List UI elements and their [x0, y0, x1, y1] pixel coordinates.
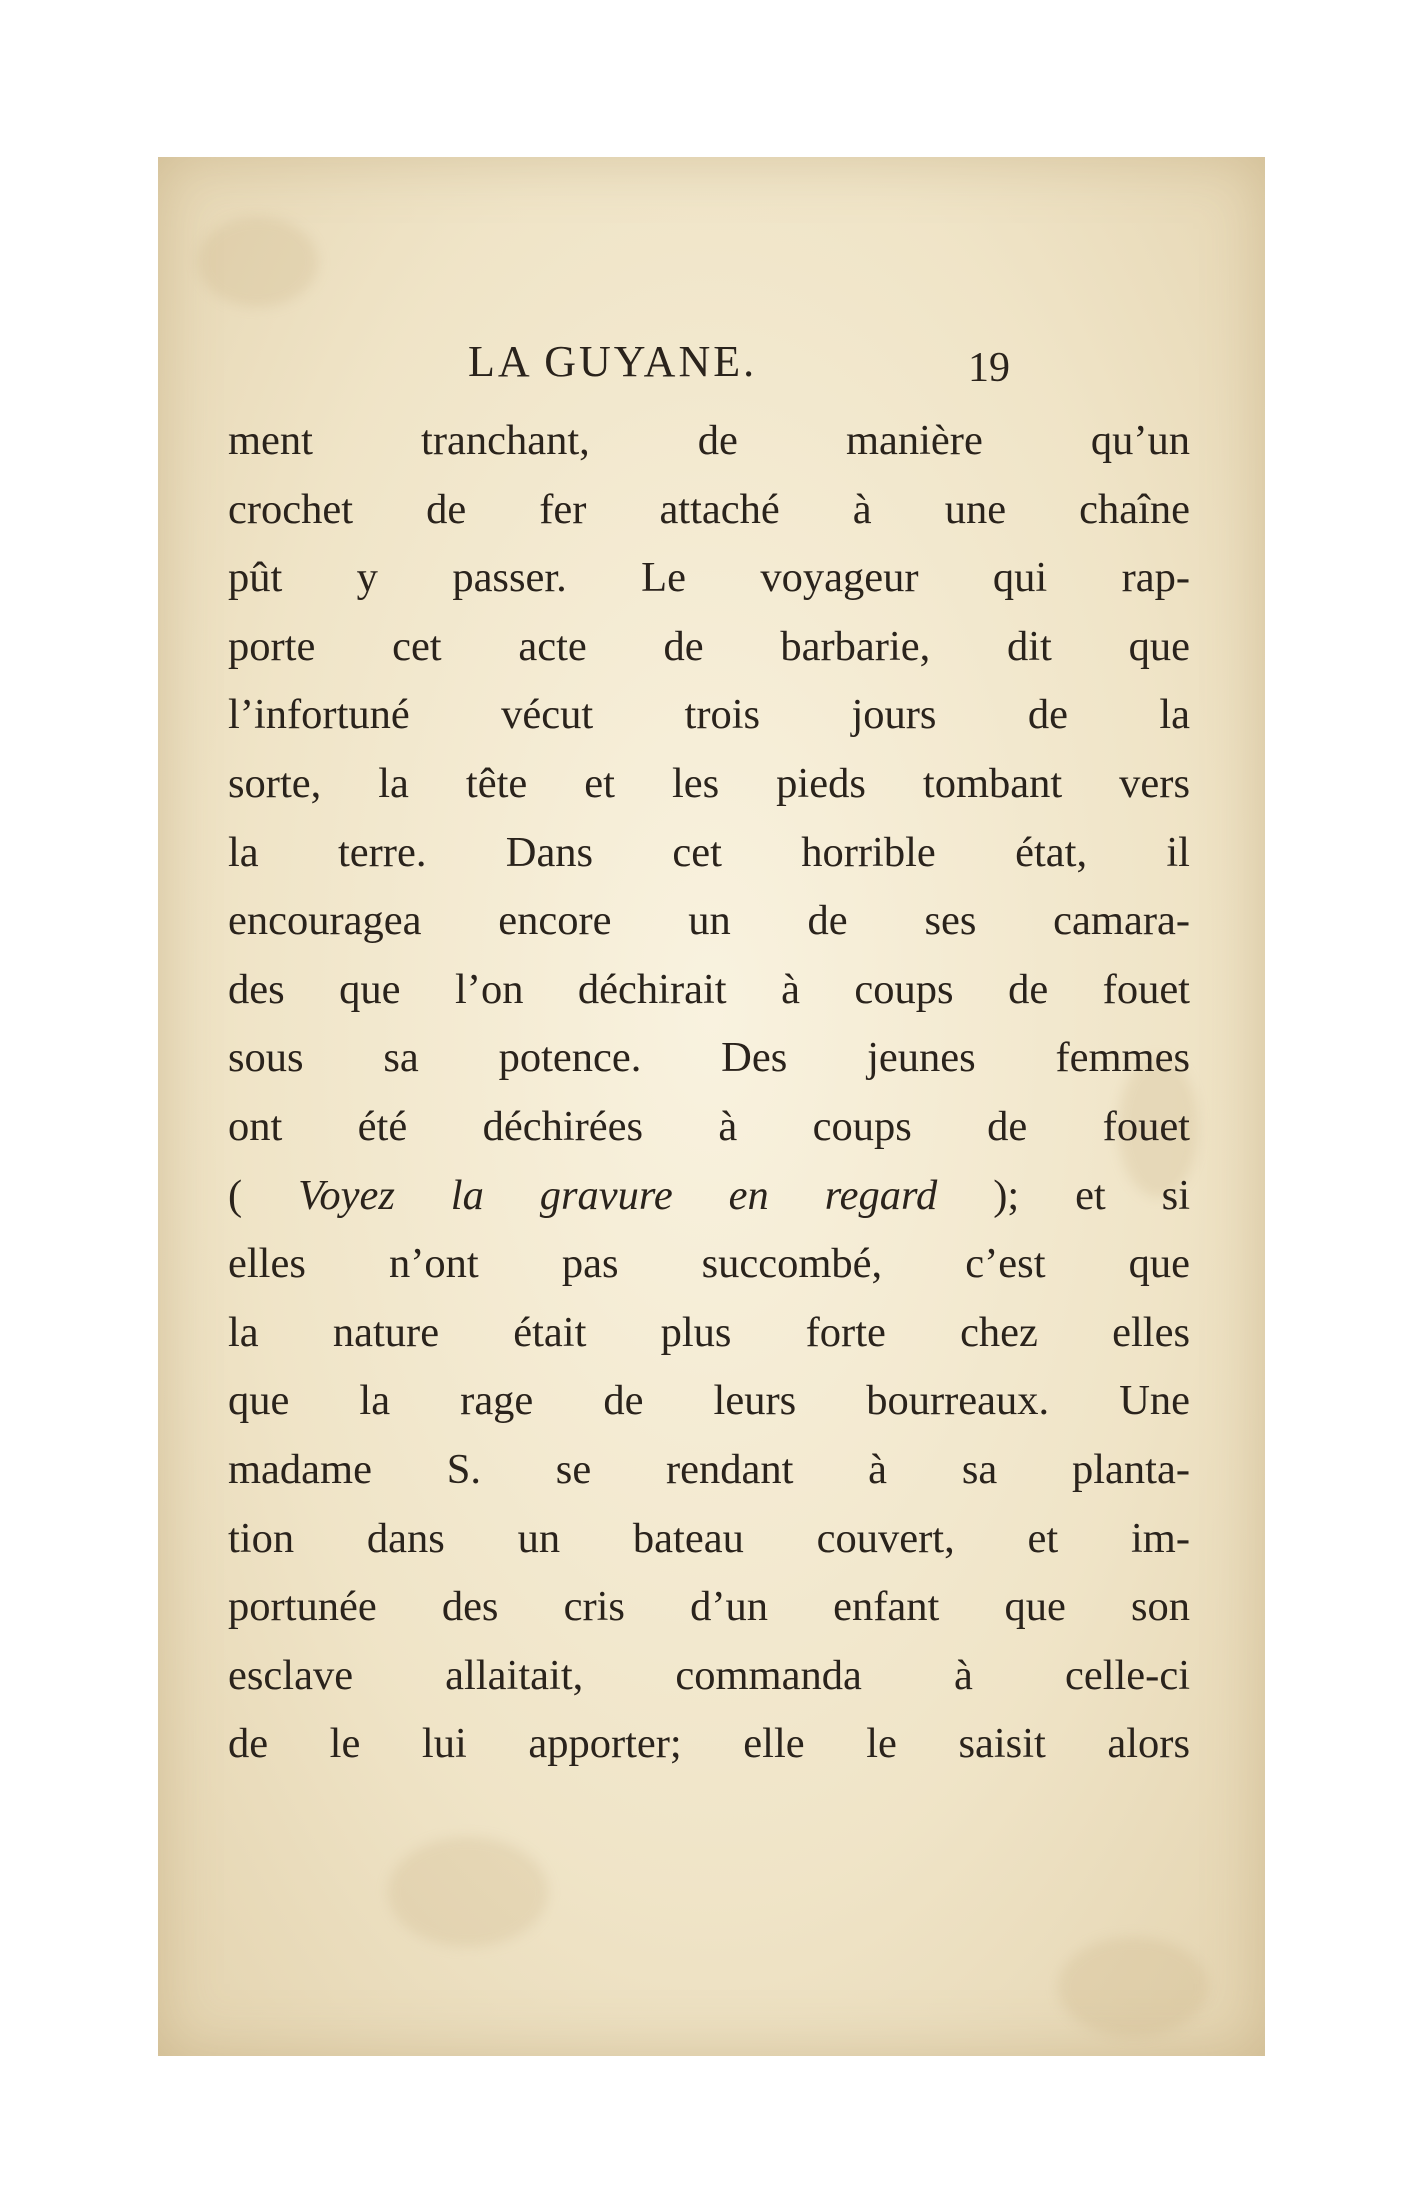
text-line-with-italic — [228, 1162, 1190, 1231]
body-text — [228, 407, 1190, 1779]
page-number: 19 — [968, 345, 1010, 391]
scanned-page — [158, 157, 1265, 2056]
text-line: que la rage de leurs bourreaux. Une — [228, 1377, 1190, 1425]
paper-stain — [388, 1837, 548, 1947]
text-line: des que l’on déchirait à coups de fouet — [228, 965, 1190, 1013]
text-line: de le lui apporter; elle le saisit alors — [228, 1720, 1190, 1768]
paper-stain — [1058, 1937, 1208, 2037]
text-line: porte cet acte de barbarie, dit que — [228, 622, 1190, 670]
italic-reference: Voyez la gravure en regard — [298, 1171, 938, 1219]
text-line: portunée des cris d’un enfant que son — [228, 1583, 1190, 1631]
text-line: elles n’ont pas succombé, c’est que — [228, 1240, 1190, 1288]
paren-close: ); et si — [993, 1171, 1190, 1219]
text-line: encouragea encore un de ses camara- — [228, 897, 1190, 945]
text-line: l’infortuné vécut trois jours de la — [228, 691, 1190, 739]
paper-stain — [198, 217, 318, 307]
text-line: madame S. se rendant à sa planta- — [228, 1445, 1190, 1493]
text-line: crochet de fer attaché à une chaîne — [228, 485, 1190, 533]
text-line: pût y passer. Le voyageur qui rap- — [228, 554, 1190, 602]
text-line: la terre. Dans cet horrible état, il — [228, 828, 1190, 876]
text-line: sous sa potence. Des jeunes femmes — [228, 1034, 1190, 1082]
running-header — [158, 332, 1265, 392]
text-line: esclave allaitait, commanda à celle-ci — [228, 1651, 1190, 1699]
text-line: sorte, la tête et les pieds tombant vers — [228, 759, 1190, 807]
text-line: ont été déchirées à coups de fouet — [228, 1102, 1190, 1150]
text-line: la nature était plus forte chez elles — [228, 1308, 1190, 1356]
text-line: ment tranchant, de manière qu’un — [228, 417, 1190, 464]
text-line: tion dans un bateau couvert, et im- — [228, 1514, 1190, 1562]
paren-open: ( — [228, 1171, 243, 1219]
running-title: LA GUYANE. — [468, 337, 758, 386]
